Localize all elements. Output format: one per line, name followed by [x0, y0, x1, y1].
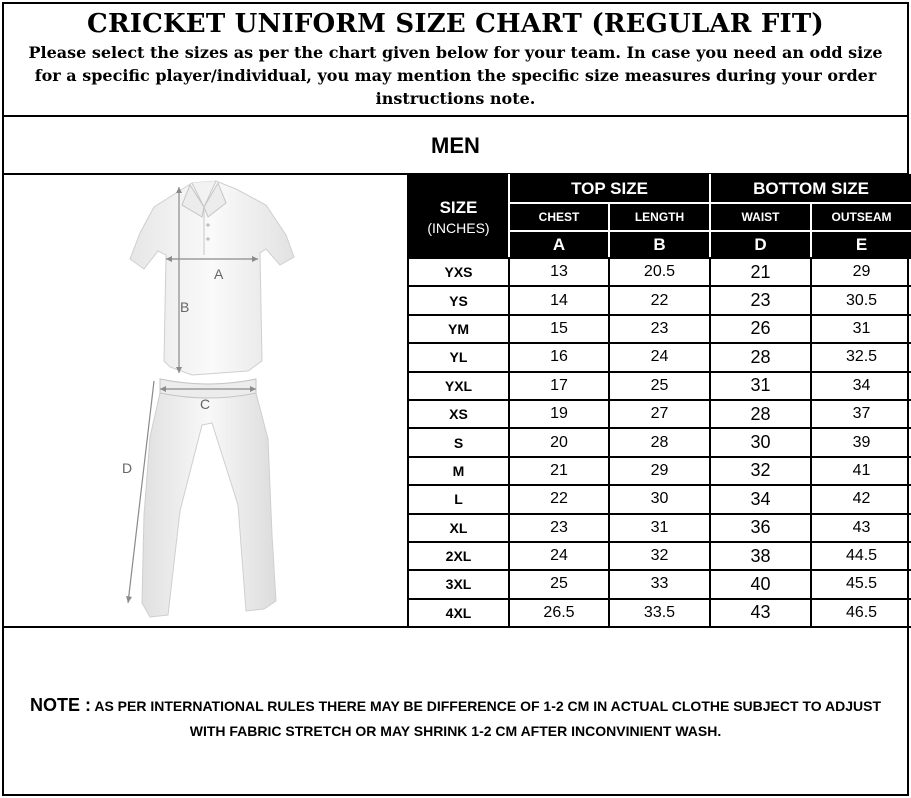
pants-shape — [142, 379, 276, 617]
size-table — [407, 174, 911, 628]
outseam-cell: 46.5 — [811, 599, 911, 627]
label-c: C — [200, 396, 211, 412]
waist-cell: 31 — [710, 372, 811, 400]
outseam-cell: 32.5 — [811, 343, 911, 371]
length-cell: 33.5 — [609, 599, 710, 627]
size-cell: 2XL — [408, 542, 509, 570]
waist-cell: 26 — [710, 315, 811, 343]
chest-cell: 15 — [509, 315, 609, 343]
table-row — [408, 343, 911, 371]
uniform-illustration — [4, 175, 406, 628]
top-size-header: TOP SIZE — [509, 175, 710, 203]
waist-cell: 38 — [710, 542, 811, 570]
chest-cell: 24 — [509, 542, 609, 570]
page-title: CRICKET UNIFORM SIZE CHART (REGULAR FIT) — [87, 9, 824, 39]
size-cell: YS — [408, 286, 509, 314]
outseam-cell: 34 — [811, 372, 911, 400]
waist-cell: 21 — [710, 258, 811, 286]
label-a: A — [214, 266, 224, 282]
uniform-drawing — [4, 175, 406, 628]
size-chart-frame — [2, 2, 909, 796]
outseam-cell: 37 — [811, 400, 911, 428]
size-header-unit: (INCHES) — [427, 219, 490, 236]
chest-cell: 21 — [509, 457, 609, 485]
table-row — [408, 258, 911, 286]
size-cell: 4XL — [408, 599, 509, 627]
bottom-size-header: BOTTOM SIZE — [710, 175, 911, 203]
length-cell: 24 — [609, 343, 710, 371]
chest-cell: 20 — [509, 428, 609, 456]
outseam-cell: 39 — [811, 428, 911, 456]
length-header: LENGTH — [609, 203, 710, 231]
length-cell: 31 — [609, 514, 710, 542]
note-label: NOTE : — [29, 695, 91, 715]
table-row — [408, 286, 911, 314]
table-row — [408, 372, 911, 400]
table-row — [408, 542, 911, 570]
length-cell: 23 — [609, 315, 710, 343]
outseam-cell: 45.5 — [811, 570, 911, 598]
note-section — [4, 626, 907, 794]
table-row — [408, 428, 911, 456]
size-cell: XS — [408, 400, 509, 428]
chest-cell: 17 — [509, 372, 609, 400]
size-cell: S — [408, 428, 509, 456]
outseam-cell: 41 — [811, 457, 911, 485]
size-cell: YM — [408, 315, 509, 343]
chest-letter: A — [509, 231, 609, 258]
chest-cell: 19 — [509, 400, 609, 428]
size-cell: L — [408, 485, 509, 513]
waist-letter: D — [710, 231, 811, 258]
page-subtitle: Please select the sizes as per the chart given below for your team. In case you need an odd size for a specific player/individual, you may mention the specific size measures during your order instructions note. — [28, 43, 883, 108]
chest-cell: 26.5 — [509, 599, 609, 627]
outseam-cell: 29 — [811, 258, 911, 286]
outseam-cell: 42 — [811, 485, 911, 513]
chest-cell: 25 — [509, 570, 609, 598]
length-cell: 30 — [609, 485, 710, 513]
label-d: D — [122, 460, 133, 476]
chest-cell: 13 — [509, 258, 609, 286]
waist-cell: 28 — [710, 343, 811, 371]
chest-cell: 16 — [509, 343, 609, 371]
waist-header: WAIST — [710, 203, 811, 231]
chart-header — [4, 4, 907, 117]
outseam-cell: 31 — [811, 315, 911, 343]
outseam-cell: 44.5 — [811, 542, 911, 570]
waist-cell: 28 — [710, 400, 811, 428]
size-cell: YXS — [408, 258, 509, 286]
note-text-block — [4, 693, 907, 744]
chest-header: CHEST — [509, 203, 609, 231]
table-row — [408, 599, 911, 627]
outseam-letter: E — [811, 231, 911, 258]
waist-cell: 23 — [710, 286, 811, 314]
length-cell: 25 — [609, 372, 710, 400]
chest-cell: 23 — [509, 514, 609, 542]
table-row — [408, 457, 911, 485]
note-body: AS PER INTERNATIONAL RULES THERE MAY BE DIFFERENCE OF 1-2 CM IN ACTUAL CLOTHE SUBJECT TO ADJUST WITH FABRIC STRETCH OR MAY SHRINK 1-2 CM AFTER INCONVINIENT WASH. — [94, 698, 882, 739]
waist-cell: 30 — [710, 428, 811, 456]
length-cell: 22 — [609, 286, 710, 314]
table-row — [408, 485, 911, 513]
chest-cell: 22 — [509, 485, 609, 513]
table-row — [408, 514, 911, 542]
length-letter: B — [609, 231, 710, 258]
waist-cell: 34 — [710, 485, 811, 513]
length-cell: 33 — [609, 570, 710, 598]
waist-cell: 43 — [710, 599, 811, 627]
label-b: B — [180, 299, 190, 315]
length-cell: 28 — [609, 428, 710, 456]
size-column-header — [408, 175, 509, 258]
size-cell: 3XL — [408, 570, 509, 598]
table-row — [408, 315, 911, 343]
size-cell: M — [408, 457, 509, 485]
waist-cell: 36 — [710, 514, 811, 542]
waist-cell: 40 — [710, 570, 811, 598]
length-cell: 27 — [609, 400, 710, 428]
outseam-cell: 43 — [811, 514, 911, 542]
length-cell: 32 — [609, 542, 710, 570]
shirt-shape — [130, 181, 294, 375]
size-cell: YL — [408, 343, 509, 371]
size-header-label: SIZE — [439, 197, 478, 217]
outseam-cell: 30.5 — [811, 286, 911, 314]
length-cell: 29 — [609, 457, 710, 485]
outseam-header: OUTSEAM — [811, 203, 911, 231]
table-row — [408, 570, 911, 598]
length-cell: 20.5 — [609, 258, 710, 286]
waist-cell: 32 — [710, 457, 811, 485]
table-row — [408, 400, 911, 428]
chest-cell: 14 — [509, 286, 609, 314]
section-title-men: MEN — [4, 117, 907, 175]
size-cell: XL — [408, 514, 509, 542]
size-cell: YXL — [408, 372, 509, 400]
